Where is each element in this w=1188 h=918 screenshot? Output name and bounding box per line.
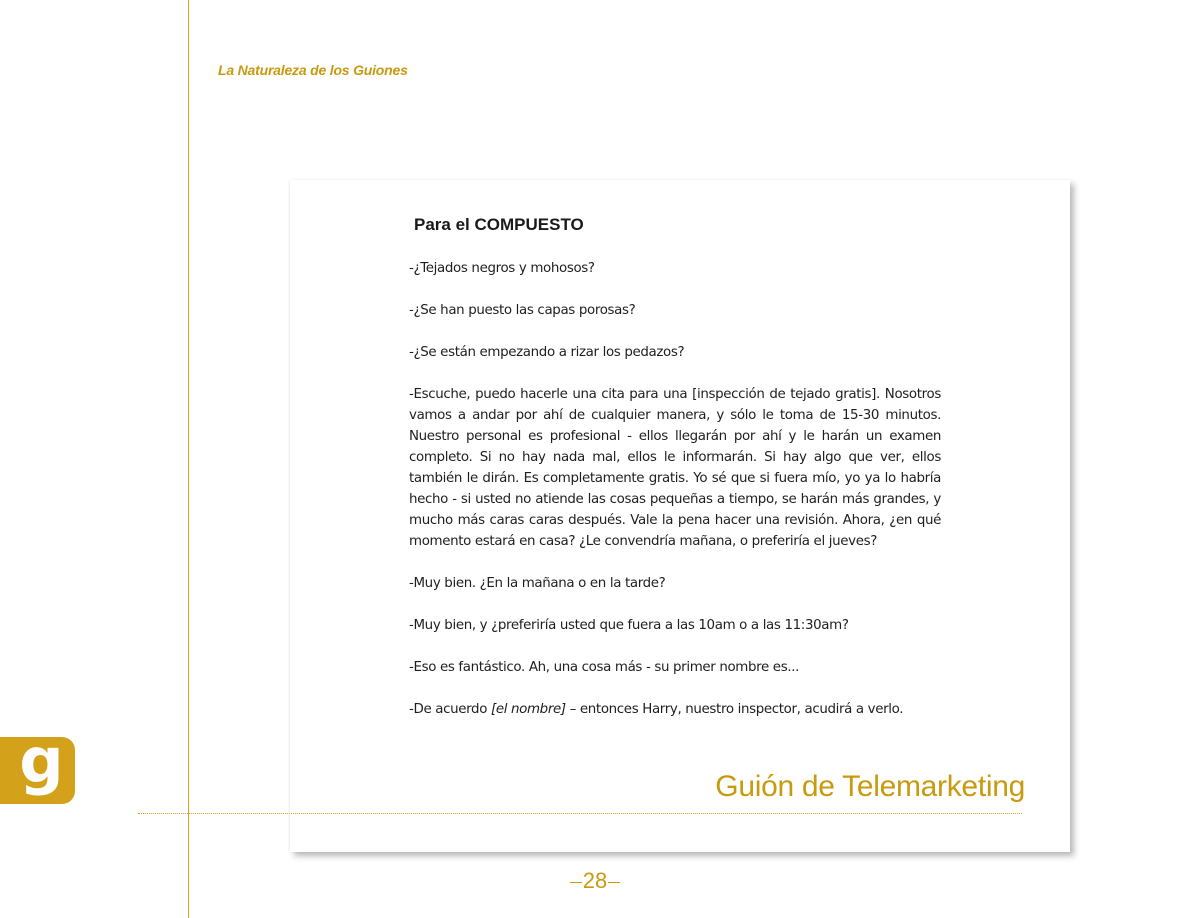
section-title: Para el COMPUESTO — [414, 215, 584, 234]
script-line-end: – entonces Harry, nuestro inspector, acudirá a verlo. — [565, 702, 904, 717]
script-line: -Muy bien, y ¿preferiría usted que fuera a las 10am o a las 11:30am? — [409, 618, 849, 633]
script-line — [409, 699, 941, 720]
footer-title: Guión de Telemarketing — [715, 770, 1025, 803]
script-line: -¿Se han puesto las capas porosas? — [409, 303, 636, 318]
script-paragraph: -Escuche, puedo hacerle una cita para una [inspección de tejado gratis]. Nosotros vamos a andar por ahí de cualquier manera, y sólo le toma de 15-30 minutos. Nuestro personal es profesional - ellos llegarán por ahí y le harán un examen completo. Si no hay nada mal, ellos le informarán. Si hay algo que ver, ellos también le dirán. Es completamente gratis. Yo sé que si fuera mío, yo ya lo habría hecho - si usted no atiende las cosas pequeñas a tiempo, se harán más grandes, y mucho más caras caras después. Vale la pena hacer una revisión. Ahora, ¿en qué momento estará en casa? ¿Le convendría mañana, o preferiría el jueves? — [409, 387, 941, 549]
script-body — [409, 258, 941, 741]
name-placeholder: [el nombre] — [490, 702, 566, 717]
script-line: -¿Se están empezando a rizar los pedazos? — [409, 345, 685, 360]
script-line-start: -De acuerdo — [409, 702, 491, 717]
page-number — [560, 868, 630, 894]
script-line: -Muy bien. ¿En la mañana o en la tarde? — [409, 576, 666, 591]
g-logo-letter: g — [19, 723, 64, 797]
running-title: La Naturaleza de los Guiones — [218, 62, 408, 78]
g-logo-badge — [0, 723, 75, 804]
page-number-value: 28 — [582, 868, 608, 893]
dotted-divider — [138, 813, 1022, 814]
script-line: -Eso es fantástico. Ah, una cosa más - su primer nombre es... — [409, 660, 800, 675]
script-line: -¿Tejados negros y mohosos? — [409, 261, 595, 276]
margin-rule — [188, 0, 189, 918]
